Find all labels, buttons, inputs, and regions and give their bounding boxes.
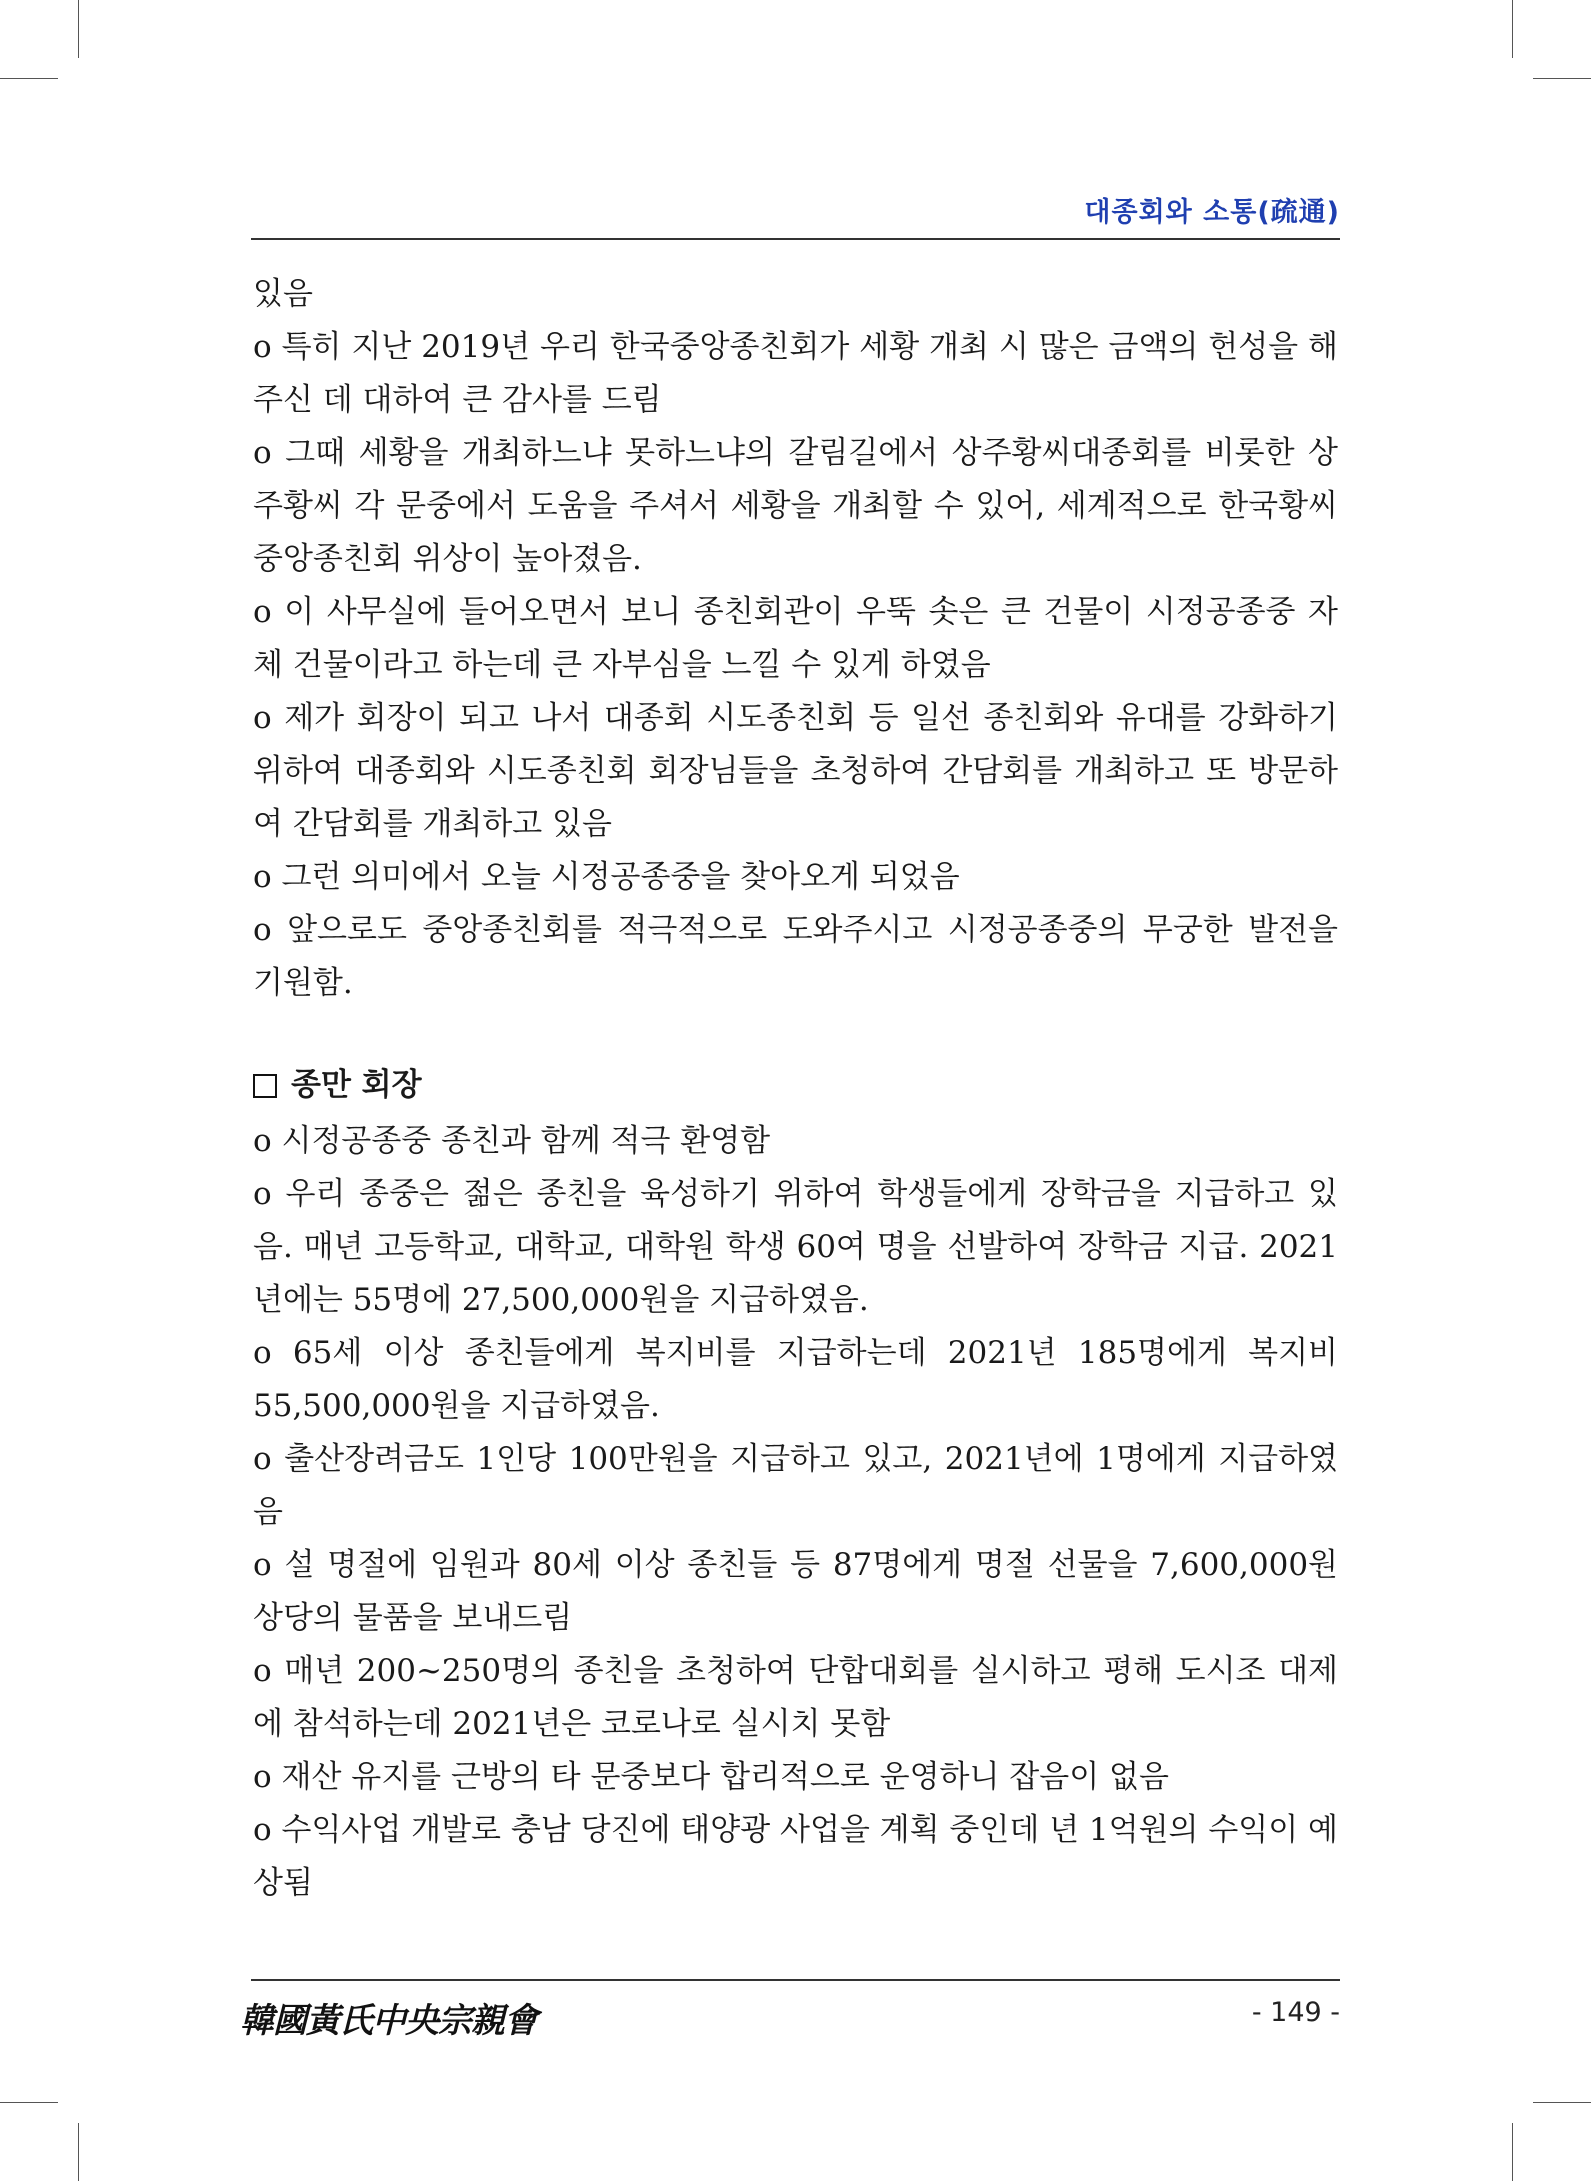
section-heading bbox=[253, 1058, 1338, 1113]
section-spacer bbox=[253, 1010, 1338, 1058]
paragraph: o 65세 이상 종친들에게 복지비를 지급하는데 2021년 185명에게 복지비 55,500,000원을 지급하였음. bbox=[253, 1335, 1338, 1424]
paragraph: o 시정공종중 종친과 함께 적극 환영함 bbox=[253, 1123, 771, 1159]
paragraph: o 특히 지난 2019년 우리 한국중앙종친회가 세황 개최 시 많은 금액의 헌성을 해주신 데 대하여 큰 감사를 드림 bbox=[253, 329, 1338, 418]
paragraph: o 수익사업 개발로 충남 당진에 태양광 사업을 계획 중인데 년 1억원의 수익이 예상됨 bbox=[253, 1812, 1338, 1901]
crop-mark bbox=[78, 0, 79, 58]
checkbox-square-icon bbox=[253, 1074, 277, 1098]
footer-logo: 韓國黃氏中央宗親會 bbox=[240, 2001, 537, 2041]
page-number: - 149 - bbox=[1251, 1997, 1340, 2028]
running-header-title: 대종회와 소통(疏通) bbox=[1084, 197, 1340, 228]
paragraph: o 출산장려금도 1인당 100만원을 지급하고 있고, 2021년에 1명에게 지급하였음 bbox=[253, 1441, 1338, 1530]
crop-mark bbox=[0, 78, 58, 79]
footer-rule bbox=[251, 1979, 1340, 1981]
paragraph: o 매년 200~250명의 종친을 초청하여 단합대회를 실시하고 평해 도시조 대제에 참석하는데 2021년은 코로나로 실시치 못함 bbox=[253, 1653, 1338, 1742]
paragraph: o 앞으로도 중앙종친회를 적극적으로 도와주시고 시정공종중의 무궁한 발전을 기원함. bbox=[253, 912, 1338, 1001]
paragraph: 있음 bbox=[253, 276, 313, 312]
crop-mark bbox=[1533, 2102, 1591, 2103]
paragraph: o 제가 회장이 되고 나서 대종회 시도종친회 등 일선 종친회와 유대를 강화하기 위하여 대종회와 시도종친회 회장님들을 초청하여 간담회를 개최하고 또 방문하여 간담회를 개최하고 있음 bbox=[253, 700, 1338, 842]
paragraph: o 재산 유지를 근방의 타 문중보다 합리적으로 운영하니 잡음이 없음 bbox=[253, 1759, 1169, 1795]
crop-mark bbox=[0, 2102, 58, 2103]
paragraph: o 그때 세황을 개최하느냐 못하느냐의 갈림길에서 상주황씨대종회를 비롯한 상주황씨 각 문중에서 도움을 주셔서 세황을 개최할 수 있어, 세계적으로 한국황씨중앙종친회 위상이 높아졌음. bbox=[253, 435, 1338, 577]
paragraph: o 이 사무실에 들어오면서 보니 종친회관이 우뚝 솟은 큰 건물이 시정공종중 자체 건물이라고 하는데 큰 자부심을 느낄 수 있게 하였음 bbox=[253, 594, 1338, 683]
paragraph: o 우리 종중은 젊은 종친을 육성하기 위하여 학생들에게 장학금을 지급하고 있음. 매년 고등학교, 대학교, 대학원 학생 60여 명을 선발하여 장학금 지급. 2021년에는 55명에 27,500,000원을 지급하였음. bbox=[253, 1176, 1338, 1318]
header-rule bbox=[251, 238, 1340, 240]
section-heading-text: 종만 회장 bbox=[291, 1067, 422, 1103]
crop-mark bbox=[1512, 0, 1513, 58]
crop-mark bbox=[1512, 2123, 1513, 2181]
paragraph: o 그런 의미에서 오늘 시정공종중을 찾아오게 되었음 bbox=[253, 859, 960, 895]
paragraph: o 설 명절에 임원과 80세 이상 종친들 등 87명에게 명절 선물을 7,600,000원 상당의 물품을 보내드림 bbox=[253, 1547, 1338, 1636]
crop-mark bbox=[1533, 78, 1591, 79]
crop-mark bbox=[78, 2123, 79, 2181]
page-body bbox=[253, 268, 1338, 1910]
